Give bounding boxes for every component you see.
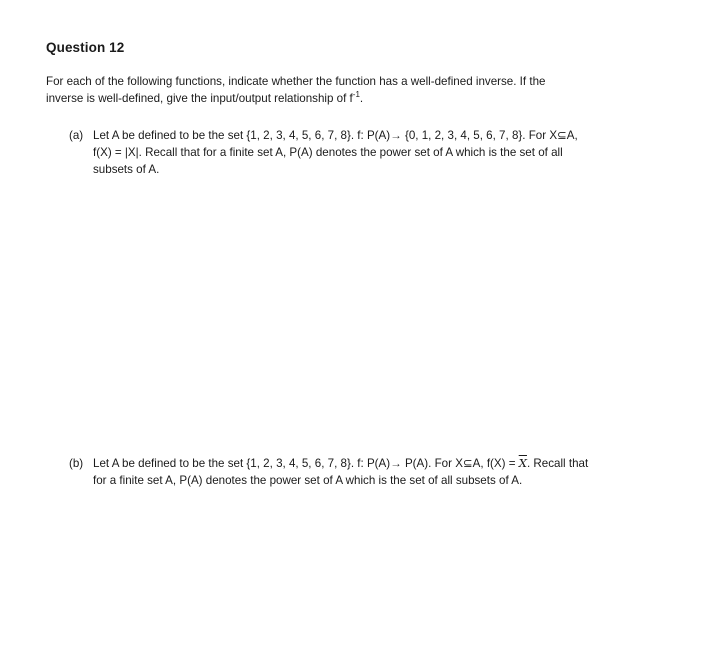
part-a-line-3: subsets of A. xyxy=(93,163,160,176)
part-b xyxy=(69,455,679,489)
intro-line-1: For each of the following functions, indicate whether the function has a well-defined inverse. If the xyxy=(46,75,546,88)
part-a xyxy=(69,127,679,178)
part-a-line-1: Let A be defined to be the set {1, 2, 3, 4, 5, 6, 7, 8}. f: P(A)→ {0, 1, 2, 3, 4, 5, 6, 7, 8}. For X⊆A, xyxy=(93,129,578,142)
inverse-superscript: -1 xyxy=(352,90,360,100)
part-b-line-1-text: Let A be defined to be the set {1, 2, 3, 4, 5, 6, 7, 8}. f: P(A)→ P(A). For X⊆A, f(X) = xyxy=(93,457,519,470)
part-a-label: (a) xyxy=(69,129,84,142)
question-intro xyxy=(46,73,666,107)
part-a-text xyxy=(93,127,679,178)
part-b-text xyxy=(93,455,679,489)
part-b-line-1 xyxy=(93,455,679,472)
intro-line-2 xyxy=(46,90,666,107)
part-b-line-2: for a finite set A, P(A) denotes the power set of A which is the set of all subsets of A. xyxy=(93,474,523,487)
question-title: Question 12 xyxy=(46,40,125,55)
part-b-line-1-end: . Recall that xyxy=(526,457,589,470)
part-b-label: (b) xyxy=(69,457,84,470)
intro-line-2-end: . xyxy=(359,92,364,105)
intro-line-2-text: inverse is well-defined, give the input/output relationship of f xyxy=(46,92,353,105)
part-a-line-2: f(X) = |X|. Recall that for a finite set A, P(A) denotes the power set of A which is the set of all xyxy=(93,146,563,159)
complement-x: $\overline{X}$ xyxy=(518,456,527,470)
